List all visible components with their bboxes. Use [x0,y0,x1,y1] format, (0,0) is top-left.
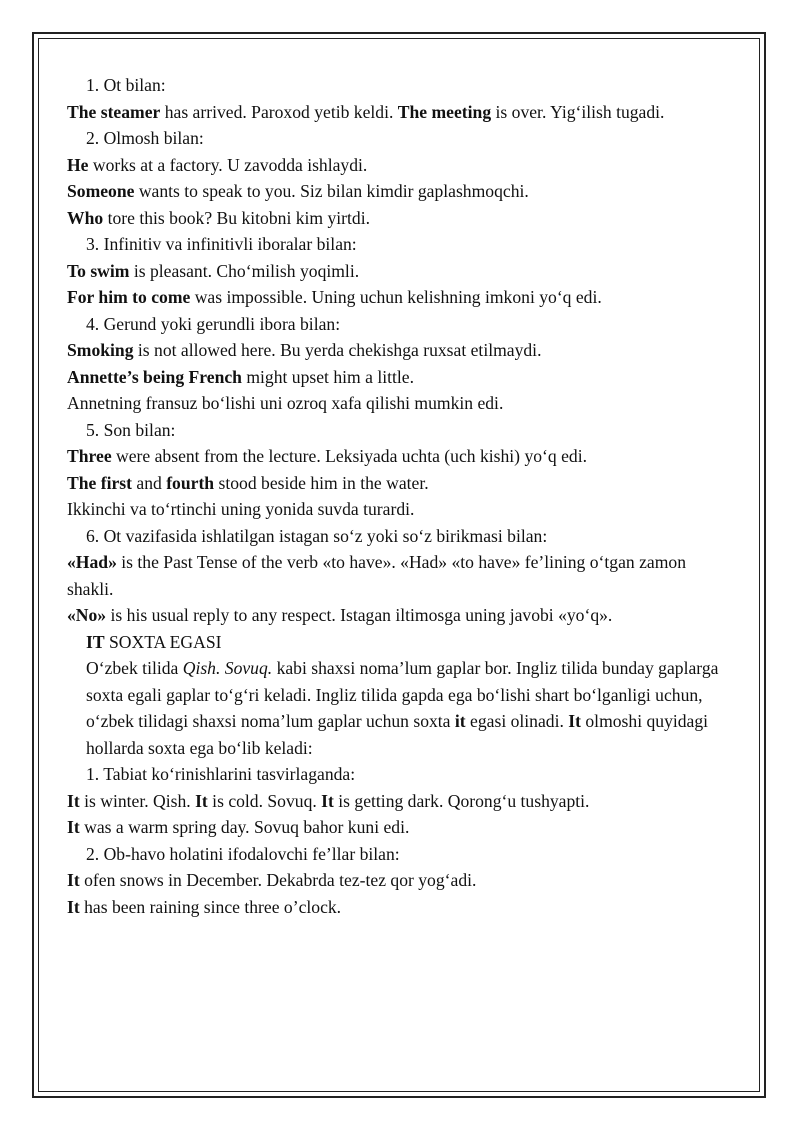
text-run: has arrived. Paroxod yetib keldi. [160,101,398,122]
text-run: is pleasant. Cho‘milish yoqimli. [129,260,360,281]
example-line [67,178,731,205]
bold-term: He [67,154,89,175]
text-run: kabi shaxsi noma’lum gaplar bor. Ingliz tilida bunday gaplarga soxta egali gaplar to‘g‘ri keladi. Ingliz tilida gapda ega bo‘lishi shart bo‘lganligi uchun, o‘zbek tilidagi shaxsi noma’lum gaplar uchun soxta [86,658,719,731]
text-run: is cold. Sovuq. [207,790,322,811]
list-heading: 2. Olmosh bilan: [86,128,204,148]
example-line [67,337,731,364]
text-run: is not allowed here. Bu yerda chekishga ruxsat etilmaydi. [133,340,542,360]
example-line [67,152,731,179]
list-heading: 5. Son bilan: [86,419,176,440]
text-run: wants to speak to you. Siz bilan kimdir gaplashmoqchi. [134,181,529,201]
subject-types-list [67,72,731,629]
bold-term: It [67,790,80,811]
italic-term: Qish. Sovuq. [182,658,273,678]
bold-term: Smoking [67,340,134,360]
text-run: egasi olinadi. [465,711,569,731]
bold-term: Annette’s being French [67,366,242,387]
example-line [67,258,731,285]
bold-term: The first [67,472,132,493]
text-run: is over. Yig‘ilish tugadi. [491,101,665,122]
title-bold: IT [86,631,105,652]
bold-term: It [195,790,208,811]
list-heading: 6. Ot vazifasida ishlatilgan istagan so‘z yoki so‘z birikmasi bilan: [86,525,548,546]
example-line [67,496,731,523]
text-run: O‘zbek tilida [86,658,183,678]
bold-term: It [321,790,334,811]
example-line [67,99,731,126]
page-content [67,72,731,920]
dummy-it-list [67,761,731,920]
text-run: works at a factory. U zavodda ishlaydi. [88,154,368,175]
text-run: is the Past Tense of the verb «to have». «Had» «to have» fe’lining o‘tgan zamon shakli. [67,552,686,599]
text-run: were absent from the lecture. Leksiyada uchta (uch kishi) yo‘q edi. [111,446,587,466]
list-heading: 1. Tabiat ko‘rinishlarini tasvirlaganda: [86,764,356,784]
example-line [67,894,731,921]
text-run: is winter. Qish. [79,790,196,811]
text-run: tore this book? Bu kitobni kim yirtdi. [103,207,371,228]
bold-term: fourth [166,472,215,493]
text-run: and [132,472,167,493]
list-heading: 4. Gerund yoki gerundli ibora bilan: [86,313,341,334]
bold-term: It [67,870,80,890]
bold-term: «No» [67,605,107,625]
example-line [67,284,731,311]
text-run: ofen snows in December. Dekabrda tez-tez qor yog‘adi. [79,870,477,890]
text-run: stood beside him in the water. [214,472,429,493]
example-line [67,443,731,470]
text-run: olmoshi quyidagi hollarda soxta ega bo‘lib keladi: [86,711,709,758]
example-line [67,867,731,894]
example-line [67,814,731,841]
section-title [67,629,731,656]
example-line [67,788,731,815]
bold-term: It [67,896,80,917]
text-run: was a warm spring day. Sovuq bahor kuni edi. [79,817,410,837]
title-rest: SOXTA EGASI [104,631,222,652]
example-line [67,470,731,497]
example-line [67,549,731,602]
text-run: has been raining since three o’clock. [79,896,342,917]
bold-term: «Had» [67,552,117,572]
text-run: Ikkinchi va to‘rtinchi uning yonida suvda turardi. [67,499,415,519]
text-run: is getting dark. Qorong‘u tushyapti. [333,790,590,811]
bold-term: To swim [67,260,130,281]
example-line [67,602,731,629]
intro-paragraph [67,655,731,761]
bold-term: Someone [67,181,135,201]
bold-term: Three [67,446,112,466]
text-run: is his usual reply to any respect. Istagan iltimosga uning javobi «yo‘q». [106,605,613,625]
example-line [67,364,731,391]
list-heading: 1. Ot bilan: [86,75,166,95]
bold-term: The steamer [67,101,161,122]
text-run: might upset him a little. [241,366,414,387]
example-line [67,390,731,417]
text-run: was impossible. Uning uchun kelishning imkoni yo‘q edi. [190,287,602,307]
bold-term: Who [67,207,104,228]
bold-term: The meeting [397,101,492,122]
example-line [67,205,731,232]
bold-term: It [67,817,80,837]
bold-term: For him to come [67,287,191,307]
bold-term: It [568,711,581,731]
text-run: Annetning fransuz bo‘lishi uni ozroq xafa qilishi mumkin edi. [67,393,504,413]
list-heading: 3. Infinitiv va infinitivli iboralar bilan: [86,234,357,254]
list-heading: 2. Ob-havo holatini ifodalovchi fe’llar bilan: [86,843,400,864]
bold-term: it [454,711,466,731]
